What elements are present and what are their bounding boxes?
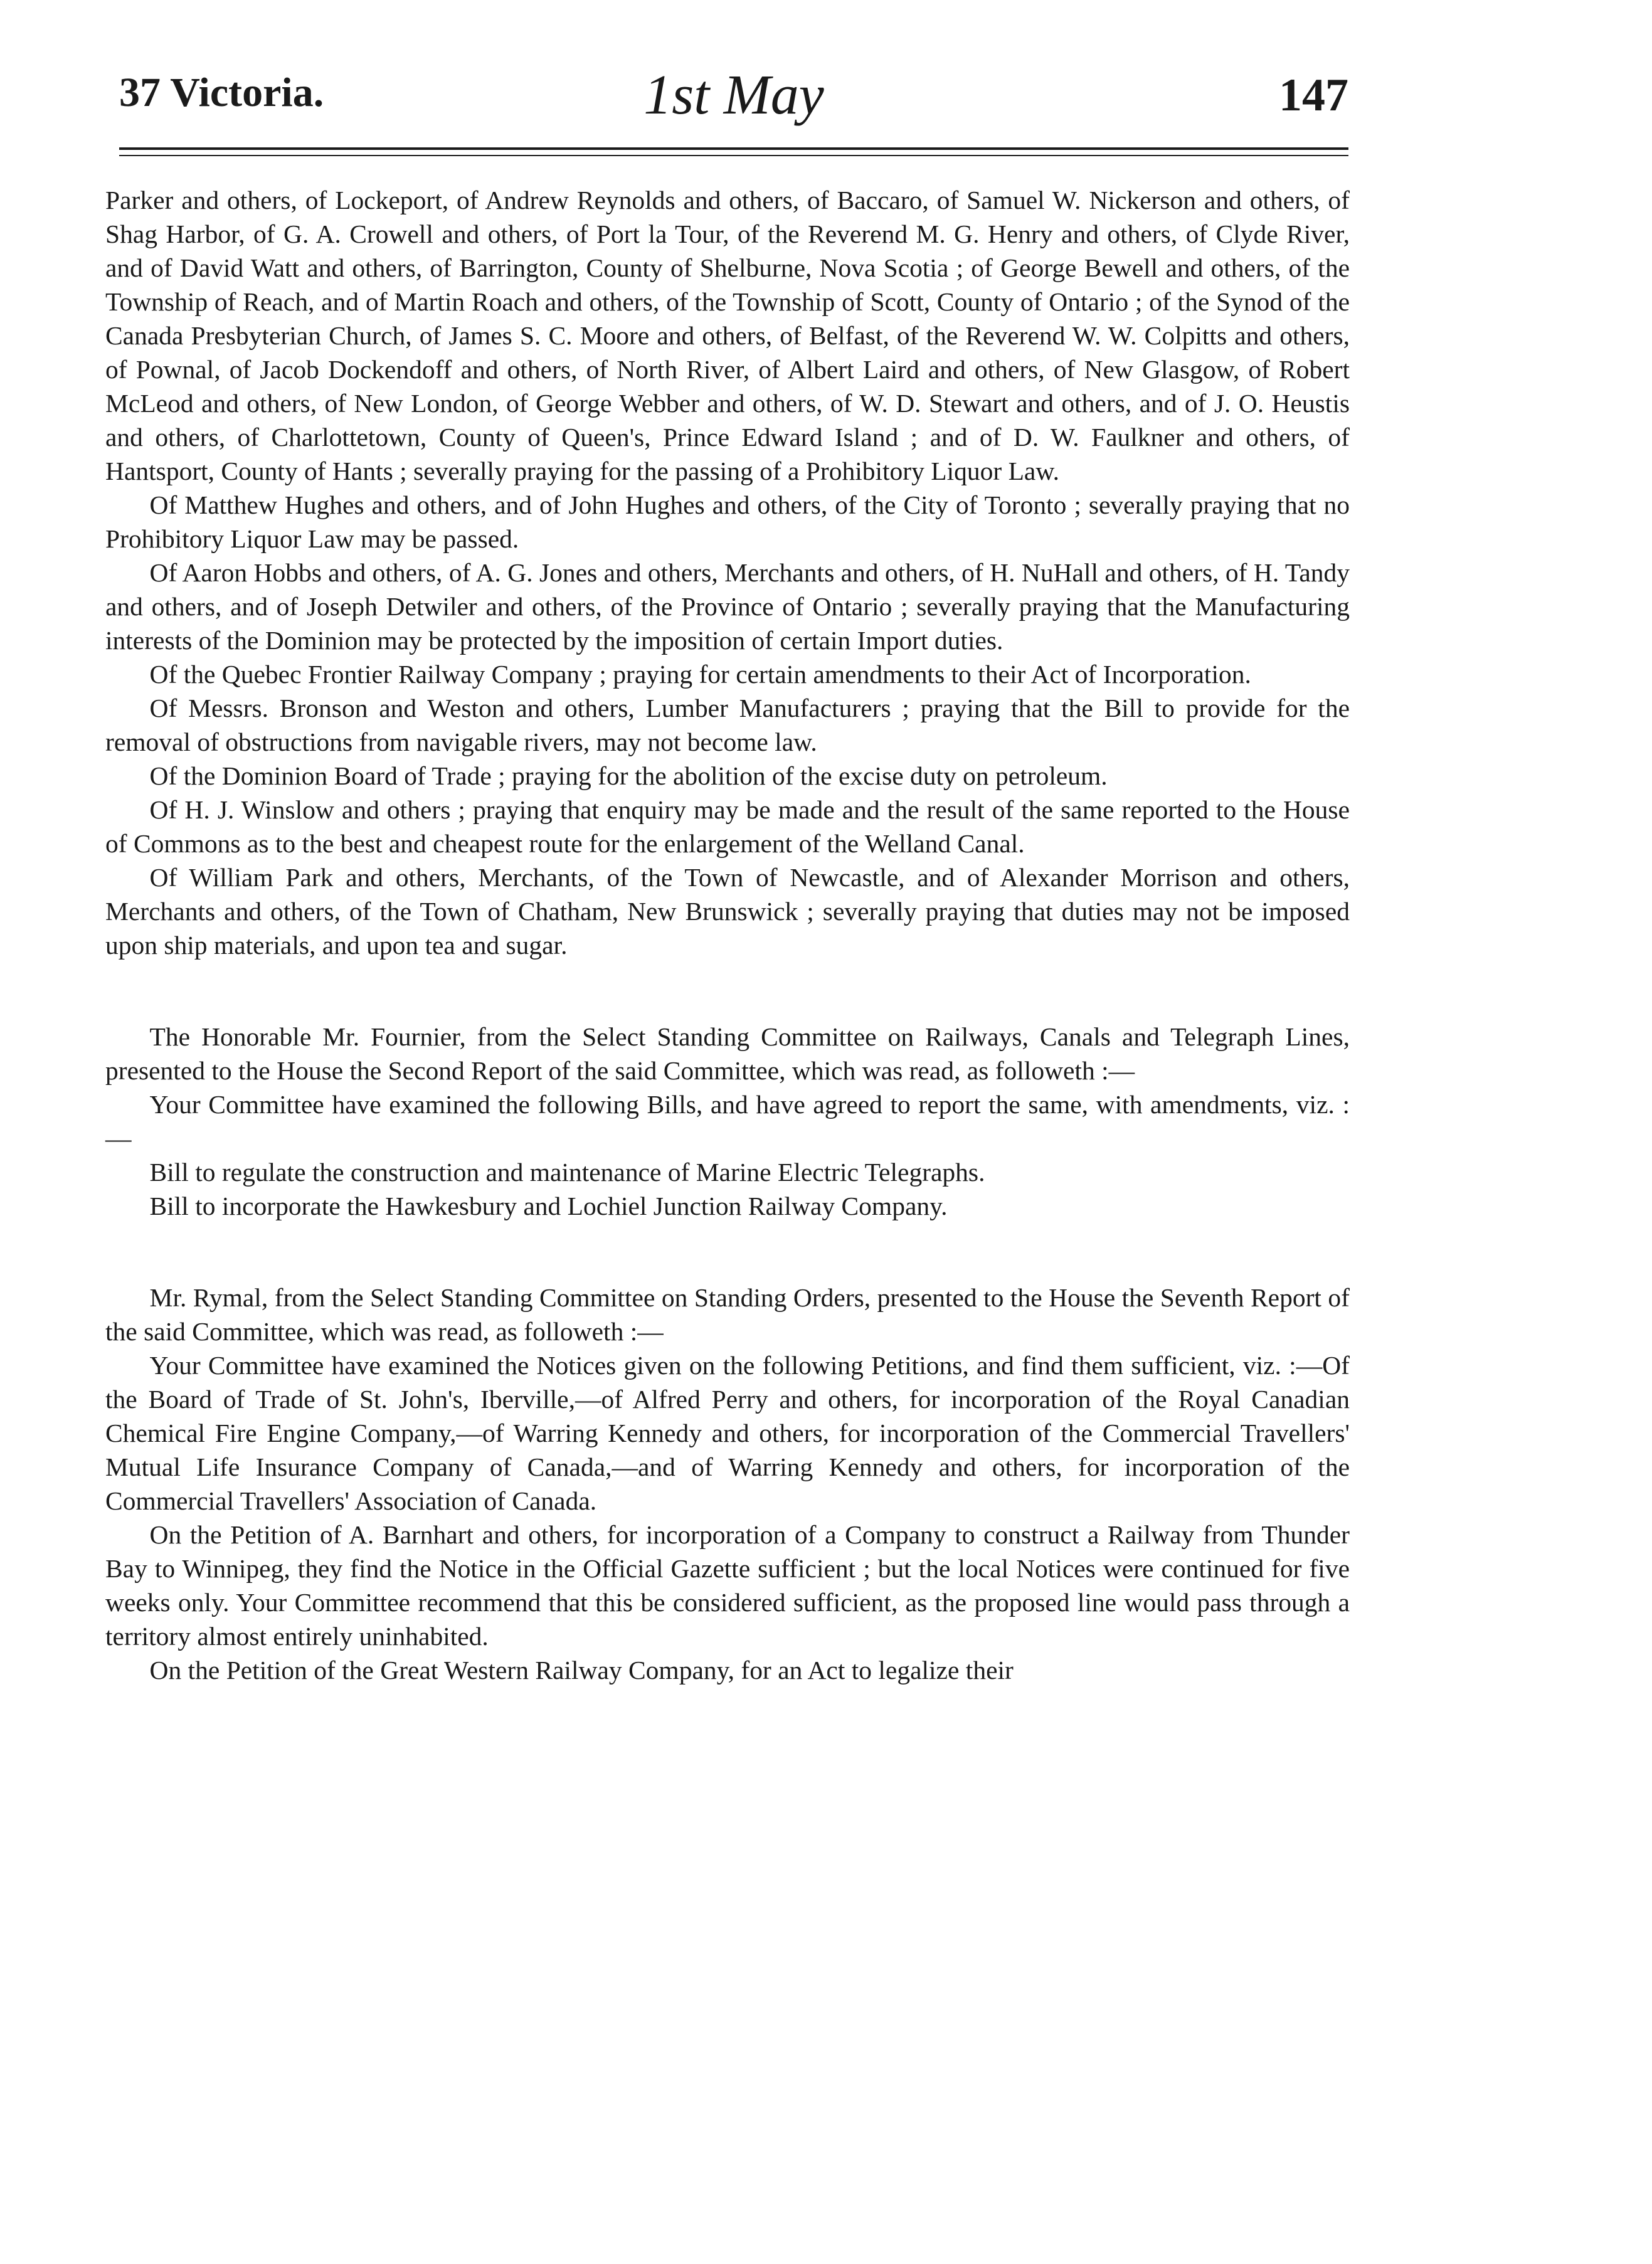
header-rule [119, 147, 1348, 150]
petition-paragraph: Of Messrs. Bronson and Weston and others, Lumber Manufacturers ; praying that the Bill to provide for the removal of obstructions from navigable rivers, may not become law. [105, 694, 1350, 756]
report-intro: The Honorable Mr. Fournier, from the Select Standing Committee on Railways, Canals and Telegraph Lines, presented to the House the Second Report of the said Committee, which was read, as followeth :— [105, 1022, 1350, 1085]
journal-body [105, 183, 1350, 1687]
session-label: 37 Victoria. [119, 70, 324, 115]
section-gap [105, 962, 1350, 1020]
header-rule-thin [119, 155, 1348, 156]
petition-paragraph: Of H. J. Winslow and others ; praying that enquiry may be made and the result of the same reported to the House of Commons as to the best and cheapest route for the enlargement of the Welland Canal. [105, 795, 1350, 858]
petition-paragraph: Of the Dominion Board of Trade ; praying for the abolition of the excise duty on petroleum. [149, 761, 1108, 790]
page-date: 1st May [643, 64, 824, 126]
report-paragraph: On the Petition of A. Barnhart and others, for incorporation of a Company to construct a Railway from Thunder Bay to Winnipeg, they find the Notice in the Official Gazette sufficient ; but the local Notices were continued for five weeks only. Your Committee recommend that this be considered sufficient, as the proposed line would pass through a territory almost entirely uninhabited. [105, 1520, 1350, 1651]
section-gap [105, 1223, 1350, 1281]
bill-item: Bill to regulate the construction and maintenance of Marine Electric Telegraphs. [149, 1158, 985, 1187]
petition-paragraph: Of the Quebec Frontier Railway Company ; praying for certain amendments to their Act of Incorporation. [149, 660, 1251, 689]
petition-paragraph: Of Aaron Hobbs and others, of A. G. Jones and others, Merchants and others, of H. NuHall and others, of H. Tandy and others, and of Joseph Detwiler and others, of the Province of Ontario ; severally praying that the Manufacturing interests of the Dominion may be protected by the imposition of certain Import duties. [105, 558, 1350, 655]
report-paragraph: On the Petition of the Great Western Railway Company, for an Act to legalize their [149, 1656, 1014, 1685]
report-paragraph: Your Committee have examined the following Bills, and have agreed to report the same, with amendments, viz. :— [105, 1090, 1350, 1153]
bill-item: Bill to incorporate the Hawkesbury and Lochiel Junction Railway Company. [149, 1192, 948, 1220]
petition-paragraph: Of Matthew Hughes and others, and of John Hughes and others, of the City of Toronto ; severally praying that no Prohibitory Liquor Law may be passed. [105, 490, 1350, 553]
petition-paragraph: Parker and others, of Lockeport, of Andrew Reynolds and others, of Baccaro, of Samuel W. Nickerson and others, of Shag Harbor, of G. A. Crowell and others, of Port la Tour, of the Reverend M. G. Henry and others, of Clyde River, and of David Watt and others, of Barrington, County of Shelburne, Nova Scotia ; of George Bewell and others, of the Township of Reach, and of Martin Roach and others, of the Township of Scott, County of Ontario ; of the Synod of the Canada Presbyterian Church, of James S. C. Moore and others, of Belfast, of the Reverend W. W. Colpitts and others, of Pownal, of Jacob Dockendoff and others, of North River, of Albert Laird and others, of New Glasgow, of Robert McLeod and others, of New London, of George Webber and others, of W. D. Stewart and others, and of J. O. Heustis and others, of Charlottetown, County of Queen's, Prince Edward Island ; and of D. W. Faulkner and others, of Hantsport, County of Hants ; severally praying for the passing of a Prohibitory Liquor Law. [105, 186, 1350, 485]
report-paragraph: Your Committee have examined the Notices given on the following Petitions, and find them sufficient, viz. :—Of the Board of Trade of St. John's, Iberville,—of Alfred Perry and others, for incorporation of the Royal Canadian Chemical Fire Engine Company,—of Warring Kennedy and others, for incorporation of the Commercial Travellers' Mutual Life Insurance Company of Canada,—and of Warring Kennedy and others, for incorporation of the Commercial Travellers' Association of Canada. [105, 1351, 1350, 1515]
petition-paragraph: Of William Park and others, Merchants, of the Town of Newcastle, and of Alexander Morrison and others, Merchants and others, of the Town of Chatham, New Brunswick ; severally praying that duties may not be imposed upon ship materials, and upon tea and sugar. [105, 863, 1350, 960]
page-number: 147 [1279, 70, 1348, 121]
report-intro: Mr. Rymal, from the Select Standing Committee on Standing Orders, presented to the House the Seventh Report of the said Committee, which was read, as followeth :— [105, 1283, 1350, 1346]
page-header [119, 63, 1348, 144]
